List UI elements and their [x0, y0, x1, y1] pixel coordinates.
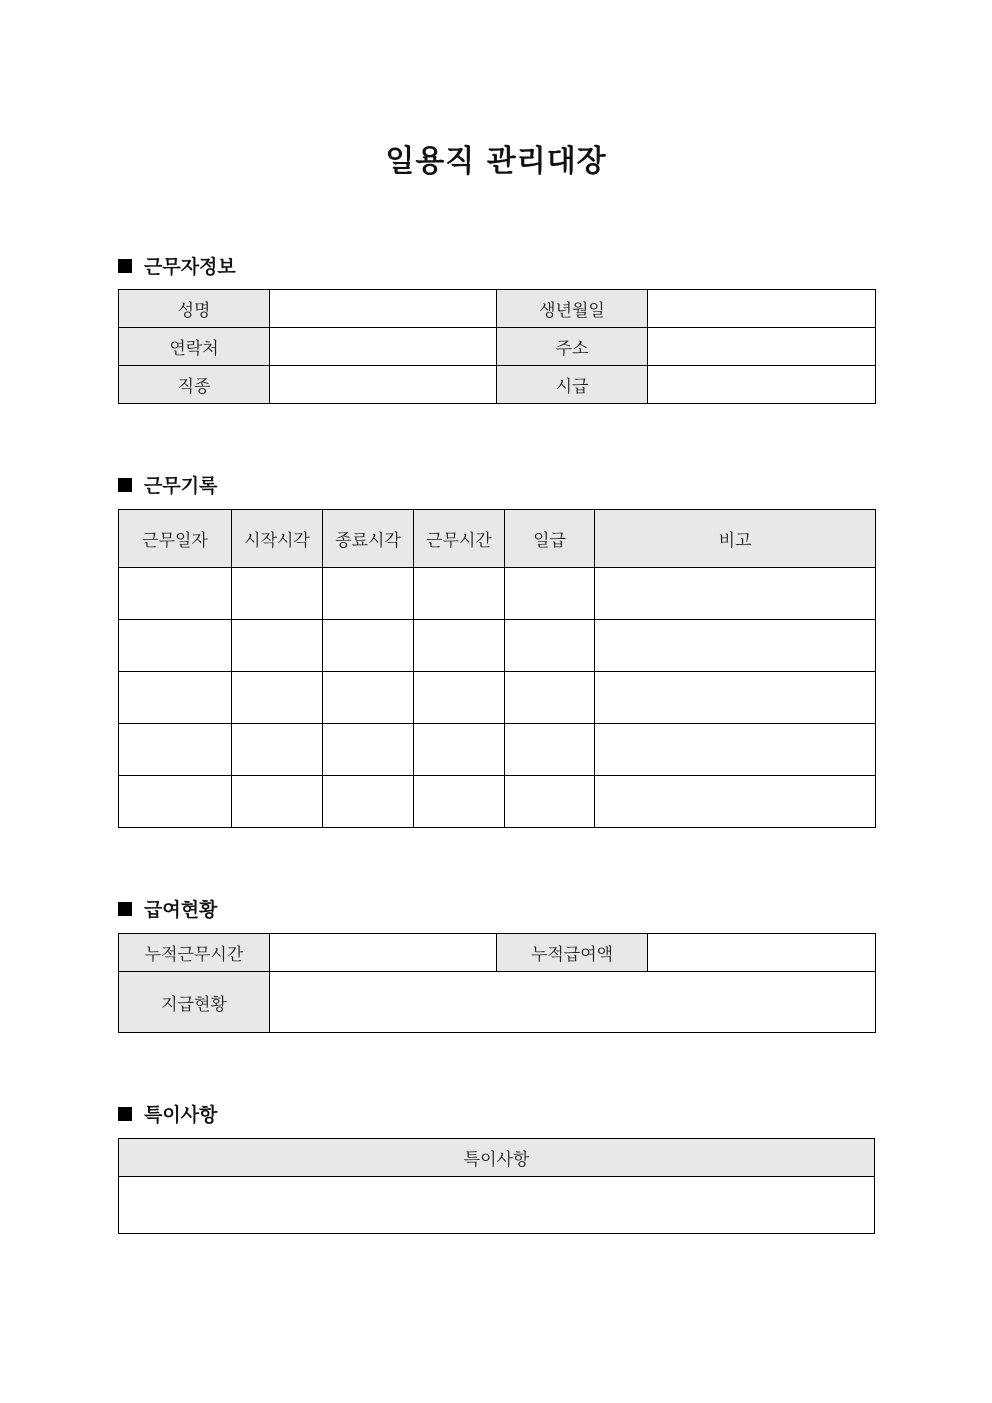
table-row [119, 290, 876, 328]
square-bullet-icon [118, 259, 132, 273]
table-cell[interactable] [323, 776, 414, 828]
table-row [119, 724, 876, 776]
table-cell[interactable] [414, 724, 505, 776]
table-cell[interactable] [323, 620, 414, 672]
table-row [119, 672, 876, 724]
table-cell[interactable] [414, 776, 505, 828]
job-type-label: 직종 [119, 366, 270, 404]
table-cell[interactable] [119, 620, 232, 672]
table-cell[interactable] [595, 776, 876, 828]
table-cell[interactable] [119, 568, 232, 620]
table-cell[interactable] [505, 672, 595, 724]
birthdate-label: 생년월일 [497, 290, 648, 328]
table-row [119, 972, 876, 1033]
section-heading-label: 근무자정보 [144, 256, 236, 278]
payment-status-field[interactable] [270, 972, 876, 1033]
table-row [119, 776, 876, 828]
column-header: 비고 [595, 510, 876, 568]
square-bullet-icon [118, 1107, 132, 1121]
section-heading-label: 급여현황 [144, 899, 218, 921]
square-bullet-icon [118, 478, 132, 492]
section-heading-remarks [118, 1100, 217, 1127]
contact-field[interactable] [270, 328, 497, 366]
birthdate-field[interactable] [648, 290, 876, 328]
table-cell[interactable] [414, 568, 505, 620]
table-header-row [119, 1139, 875, 1177]
table-cell[interactable] [595, 568, 876, 620]
payment-status-label: 지급현황 [119, 972, 270, 1033]
table-cell[interactable] [505, 776, 595, 828]
table-header-row [119, 510, 876, 568]
column-header: 시작시각 [232, 510, 323, 568]
worker-info-table [118, 289, 876, 404]
page-title: 일용직 관리대장 [385, 144, 607, 179]
table-cell[interactable] [232, 620, 323, 672]
table-row [119, 328, 876, 366]
remarks-table [118, 1138, 875, 1234]
table-row [119, 934, 876, 972]
address-label: 주소 [497, 328, 648, 366]
section-heading-work-record [118, 471, 217, 498]
column-header: 근무시간 [414, 510, 505, 568]
hourly-wage-field[interactable] [648, 366, 876, 404]
remarks-header: 특이사항 [119, 1139, 875, 1177]
table-row [119, 620, 876, 672]
name-field[interactable] [270, 290, 497, 328]
contact-label: 연락처 [119, 328, 270, 366]
table-cell[interactable] [323, 724, 414, 776]
table-cell[interactable] [505, 568, 595, 620]
table-cell[interactable] [323, 568, 414, 620]
table-cell[interactable] [232, 724, 323, 776]
remarks-field[interactable] [119, 1177, 875, 1234]
table-cell[interactable] [414, 672, 505, 724]
column-header: 종료시각 [323, 510, 414, 568]
table-row [119, 1177, 875, 1234]
table-cell[interactable] [232, 672, 323, 724]
section-heading-label: 특이사항 [144, 1104, 218, 1126]
work-record-table [118, 509, 876, 828]
section-heading-worker-info [118, 252, 236, 279]
total-pay-field[interactable] [648, 934, 876, 972]
total-hours-label: 누적근무시간 [119, 934, 270, 972]
table-cell[interactable] [119, 672, 232, 724]
table-cell[interactable] [323, 672, 414, 724]
table-cell[interactable] [505, 724, 595, 776]
section-heading-label: 근무기록 [144, 475, 218, 497]
table-cell[interactable] [595, 620, 876, 672]
table-cell[interactable] [232, 776, 323, 828]
table-cell[interactable] [595, 672, 876, 724]
total-pay-label: 누적급여액 [497, 934, 648, 972]
pay-status-table [118, 933, 876, 1033]
column-header: 근무일자 [119, 510, 232, 568]
job-type-field[interactable] [270, 366, 497, 404]
square-bullet-icon [118, 902, 132, 916]
table-cell[interactable] [232, 568, 323, 620]
hourly-wage-label: 시급 [497, 366, 648, 404]
table-cell[interactable] [595, 724, 876, 776]
name-label: 성명 [119, 290, 270, 328]
table-cell[interactable] [505, 620, 595, 672]
column-header: 일급 [505, 510, 595, 568]
table-cell[interactable] [119, 776, 232, 828]
address-field[interactable] [648, 328, 876, 366]
table-cell[interactable] [119, 724, 232, 776]
section-heading-pay-status [118, 895, 217, 922]
table-cell[interactable] [414, 620, 505, 672]
total-hours-field[interactable] [270, 934, 497, 972]
table-row [119, 366, 876, 404]
table-row [119, 568, 876, 620]
